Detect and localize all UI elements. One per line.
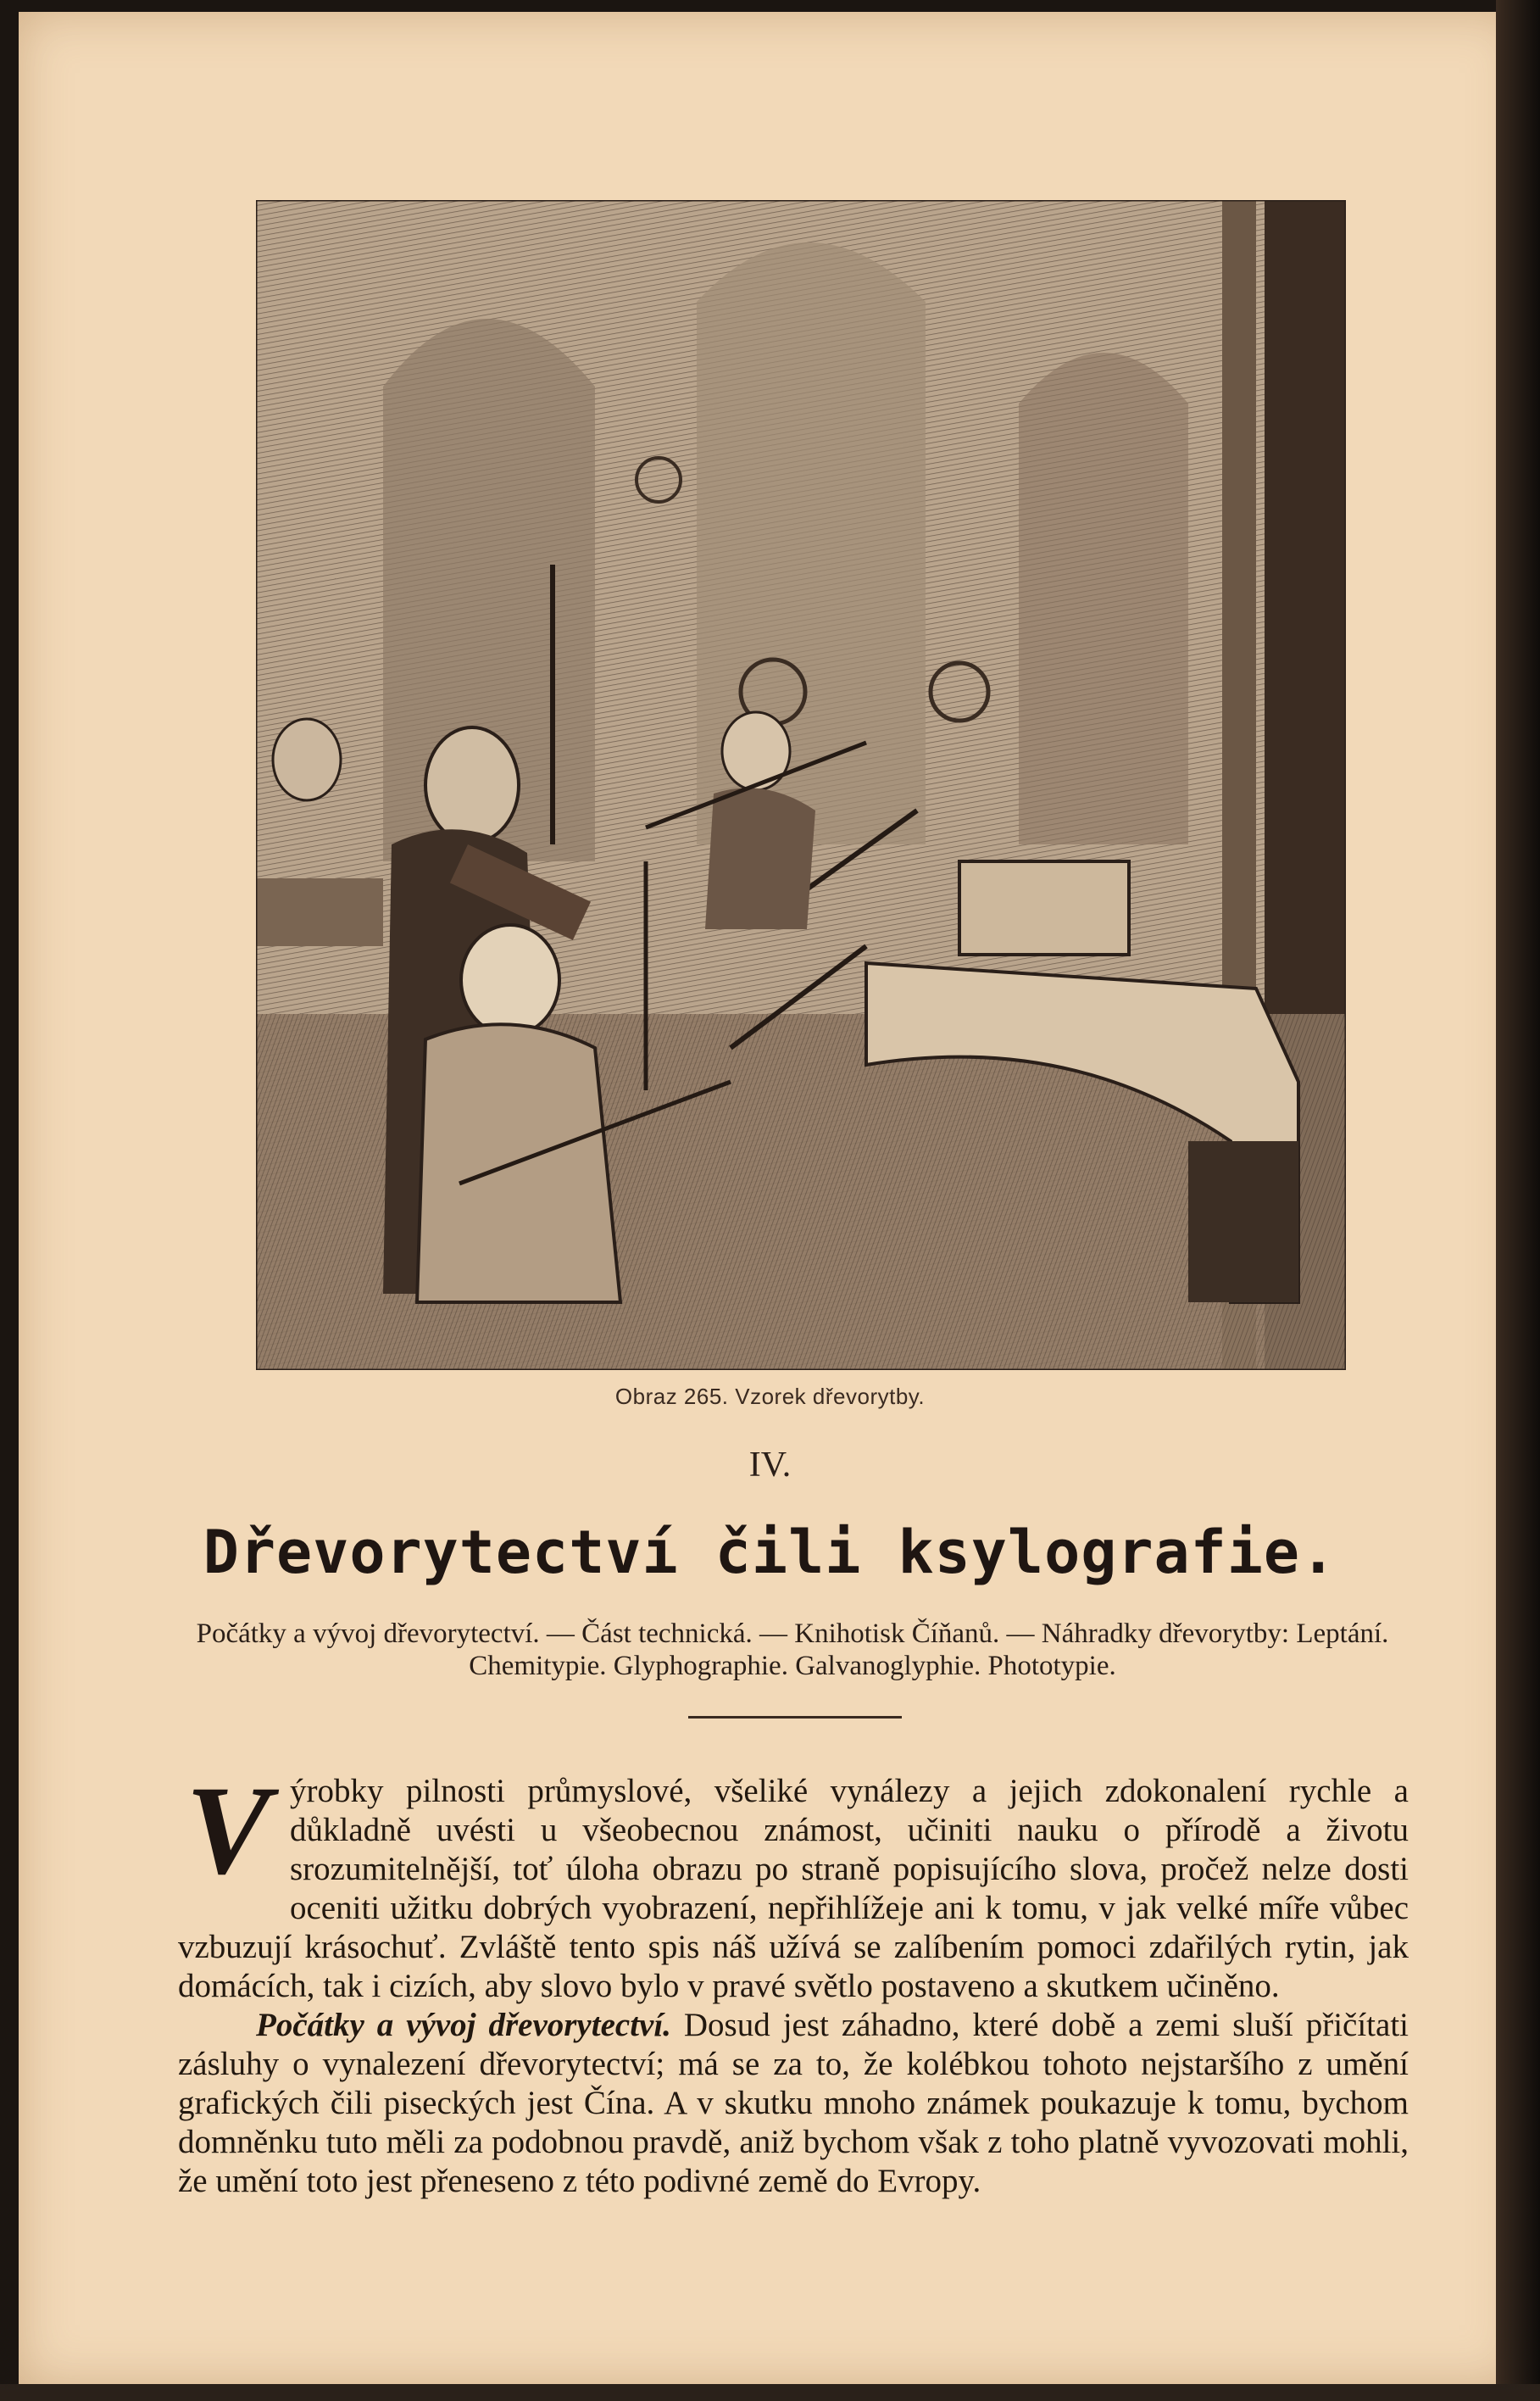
section-divider: [688, 1716, 902, 1719]
woodcut-illustration: [256, 200, 1346, 1370]
page-edge-shadow: [1496, 0, 1540, 2401]
paragraph-1-text: ýrobky pilnosti průmyslové, všeliké vynálezy a jejich zdokonalení rychle a důkladně uvésti u všeobecnou známost, učiniti nauku o přírodě a životu srozumitelnější, toť úloha obrazu po straně popisujícího slova, pročež nelze dosti oceniti užitku dobrých vyobrazení, nepřihlížeje ani k tomu, v jak velké míře vůbec vzbuzují krásochuť. Zvláště tento spis náš užívá se zalíbením pomoci zdařilých rytin, jak domácích, tak i cizích, aby slovo bylo v pravé světlo postaveno a skutkem učiněno.: [178, 1773, 1409, 2004]
figure-caption: Obraz 265. Vzorek dřevorytby.: [614, 1384, 926, 1409]
chapter-number: IV.: [748, 1446, 792, 1485]
page-bottom-edge: [0, 2384, 1540, 2401]
paragraph-2-lead: Počátky a vývoj dřevorytectví.: [256, 2007, 671, 2043]
drop-cap: V: [185, 1760, 271, 1901]
paragraph-2: [178, 2006, 1409, 2201]
paragraph-1: [178, 1760, 1409, 2006]
chapter-title: Dřevorytectví čili ksylografie.: [203, 1518, 1337, 1587]
body-text: [178, 1760, 1409, 2201]
paragraph-2-text: Dosud jest záhadno, které době a zemi sluší přičítati zásluhy o vynalezení dřevorytectví; má se za to, že kolébkou tohoto nejstaršího z umění grafických čili piseckých jest Čína. A v skutku mnoho známek poukazuje k tomu, bychom domněnku tuto měli za podobnou pravdě, aniž bychom však z toho platně vyvozovati mohli, že umění toto jest přeneseno z této podivné země do Evropy.: [178, 2007, 1409, 2199]
chapter-synopsis: Počátky a vývoj dřevorytectví. — Část technická. — Knihotisk Číňanů. — Náhradky dřevorytby: Leptání. Chemitypie. Glyphographie. Galvanoglyphie. Phototypie.: [196, 1618, 1389, 1681]
